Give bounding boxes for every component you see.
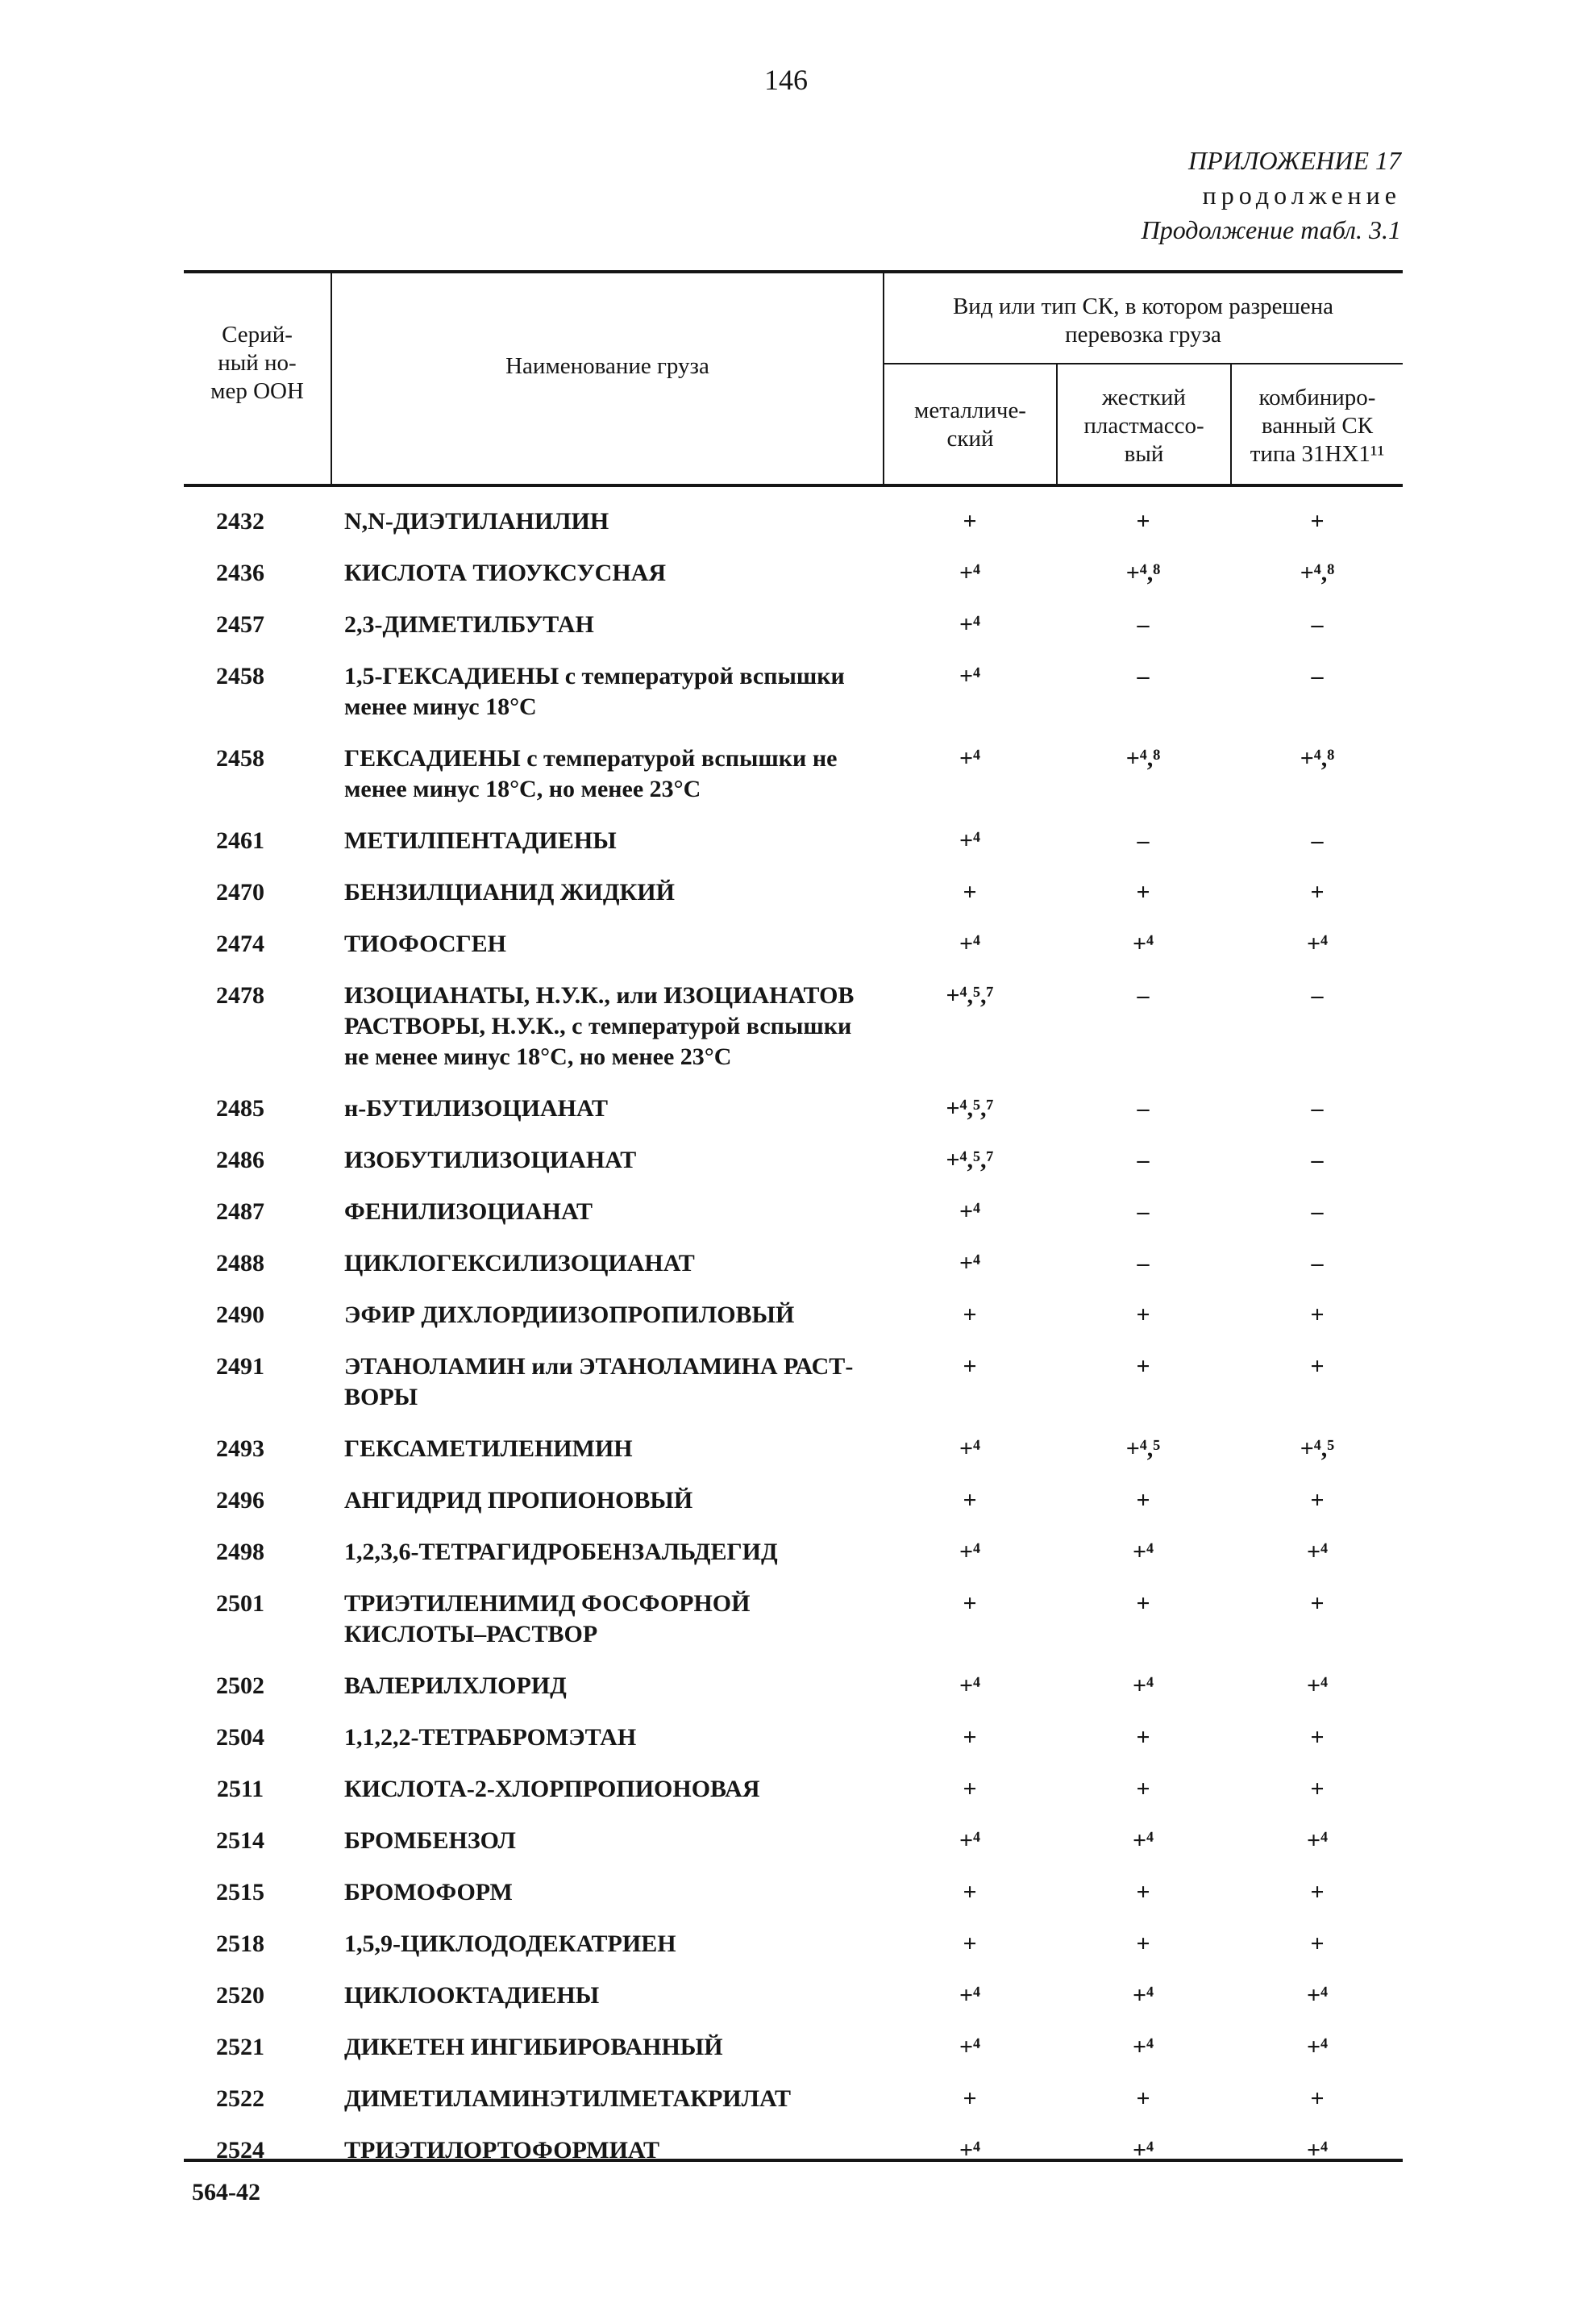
metal-mark: + xyxy=(963,1776,977,1802)
un-number: 2491 xyxy=(216,1353,264,1380)
combined-mark: +⁴ xyxy=(1306,931,1329,957)
metal-mark: +⁴ xyxy=(959,931,981,957)
cargo-name xyxy=(344,1537,884,1568)
combined-mark: – xyxy=(1311,1147,1324,1173)
plastic-mark: +⁴ xyxy=(1132,1827,1154,1854)
combined-mark: + xyxy=(1310,1590,1325,1617)
un-number: 2458 xyxy=(216,663,264,689)
cargo-name-line: ДИМЕТИЛАМИНЭТИЛМЕТАКРИЛАТ xyxy=(344,2085,792,2112)
cargo-name xyxy=(344,743,884,805)
plastic-mark: +⁴ xyxy=(1132,931,1154,957)
header-cargo-name: Наименование груза xyxy=(505,353,709,379)
cargo-name-line: не менее минус 18°С, но менее 23°С xyxy=(344,1043,732,1070)
combined-mark: +⁴ xyxy=(1306,1672,1329,1699)
cargo-name xyxy=(344,1826,884,1856)
header-serial-number: Серий- ный но- мер ООН xyxy=(210,322,304,404)
cargo-name-line: ВОРЫ xyxy=(344,1384,418,1410)
combined-mark: + xyxy=(1310,2085,1325,2112)
plastic-mark: + xyxy=(1136,1930,1150,1957)
combined-mark: + xyxy=(1310,508,1325,535)
cargo-name-line: менее минус 18°С, но менее 23°С xyxy=(344,776,701,802)
page-number: 146 xyxy=(764,64,808,96)
cargo-name-line: ЭТАНОЛАМИН или ЭТАНОЛАМИНА РАСТ- xyxy=(344,1353,854,1380)
cargo-name-line: ЦИКЛООКТАДИЕНЫ xyxy=(344,1982,600,2009)
cargo-name xyxy=(344,2135,884,2166)
metal-mark: + xyxy=(963,1353,977,1380)
plastic-mark: – xyxy=(1137,611,1150,638)
cargo-name xyxy=(344,877,884,908)
cargo-name-line: менее минус 18°С xyxy=(344,693,537,720)
cargo-name-line: ЭФИР ДИХЛОРДИИЗОПРОПИЛОВЫЙ xyxy=(344,1302,795,1328)
metal-mark: +⁴ xyxy=(959,1539,981,1565)
cargo-name xyxy=(344,1197,884,1227)
metal-mark: + xyxy=(963,1302,977,1328)
un-number: 2498 xyxy=(216,1539,264,1565)
cargo-name-line: ТРИЭТИЛЕНИМИД ФОСФОРНОЙ xyxy=(344,1590,751,1617)
combined-mark: +⁴ xyxy=(1306,2034,1329,2060)
metal-mark: + xyxy=(963,1930,977,1957)
un-number: 2493 xyxy=(216,1435,264,1462)
cargo-name xyxy=(344,981,884,1072)
cargo-name-line: 2,3-ДИМЕТИЛБУТАН xyxy=(344,611,594,638)
cargo-name-line: 1,2,3,6-ТЕТРАГИДРОБЕНЗАЛЬДЕГИД xyxy=(344,1539,778,1565)
metal-mark: +⁴ xyxy=(959,1827,981,1854)
combined-mark: + xyxy=(1310,1724,1325,1751)
metal-mark: +⁴ xyxy=(959,663,981,689)
metal-mark: +⁴,⁵,⁷ xyxy=(946,982,994,1009)
un-number: 2432 xyxy=(216,508,264,535)
plastic-mark: +⁴ xyxy=(1132,2034,1154,2060)
cargo-name-line: КИСЛОТЫ–РАСТВОР xyxy=(344,1621,598,1647)
footer-code: 564-42 xyxy=(192,2179,260,2205)
cargo-name xyxy=(344,610,884,640)
cargo-name-line: ИЗОЦИАНАТЫ, Н.У.К., или ИЗОЦИАНАТОВ xyxy=(344,982,855,1009)
metal-mark: +⁴ xyxy=(959,1198,981,1225)
combined-mark: + xyxy=(1310,1776,1325,1802)
cargo-name-line: БРОМБЕНЗОЛ xyxy=(344,1827,516,1854)
combined-mark: + xyxy=(1310,879,1325,906)
cargo-name xyxy=(344,1300,884,1331)
group-header-rule xyxy=(884,363,1403,364)
cargo-name xyxy=(344,2084,884,2114)
cargo-name-line: ФЕНИЛИЗОЦИАНАТ xyxy=(344,1198,593,1225)
combined-mark: – xyxy=(1311,1198,1324,1225)
cargo-name-line: КИСЛОТА-2-ХЛОРПРОПИОНОВАЯ xyxy=(344,1776,760,1802)
metal-mark: + xyxy=(963,1724,977,1751)
metal-mark: +⁴ xyxy=(959,745,981,772)
plastic-mark: +⁴,⁸ xyxy=(1125,560,1161,586)
header-bottom-rule xyxy=(184,484,1403,487)
metal-mark: +⁴ xyxy=(959,2137,981,2164)
un-number: 2501 xyxy=(216,1590,264,1617)
combined-mark: – xyxy=(1311,827,1324,854)
cargo-name xyxy=(344,1352,884,1413)
cargo-name xyxy=(344,1093,884,1124)
un-number: 2461 xyxy=(216,827,264,854)
metal-mark: + xyxy=(963,1879,977,1905)
combined-mark: +⁴,⁸ xyxy=(1300,745,1335,772)
metal-mark: + xyxy=(963,508,977,535)
appendix-title: ПРИЛОЖЕНИЕ 17 xyxy=(1188,146,1401,175)
metal-mark: +⁴ xyxy=(959,1435,981,1462)
combined-mark: +⁴ xyxy=(1306,2137,1329,2164)
cargo-name-line: 1,5-ГЕКСАДИЕНЫ с температурой вспышки xyxy=(344,663,845,689)
plastic-mark: – xyxy=(1137,1250,1150,1277)
plastic-mark: – xyxy=(1137,663,1150,689)
header-rigid-plastic: жесткий пластмассо- вый xyxy=(1083,385,1204,467)
plastic-mark: + xyxy=(1136,1879,1150,1905)
plastic-mark: +⁴ xyxy=(1132,1539,1154,1565)
un-number: 2478 xyxy=(216,982,264,1009)
un-number: 2457 xyxy=(216,611,264,638)
un-number: 2496 xyxy=(216,1487,264,1514)
combined-mark: +⁴ xyxy=(1306,1982,1329,2009)
cargo-name xyxy=(344,826,884,856)
cargo-name-line: ГЕКСАДИЕНЫ с температурой вспышки не xyxy=(344,745,838,772)
cargo-name xyxy=(344,1929,884,1960)
metal-mark: + xyxy=(963,879,977,906)
header-combined: комбиниро- ванный СК типа 31НХ1¹¹ xyxy=(1250,385,1385,467)
plastic-mark: +⁴,⁵ xyxy=(1125,1435,1161,1462)
cargo-name-line: ИЗОБУТИЛИЗОЦИАНАТ xyxy=(344,1147,637,1173)
cargo-name xyxy=(344,1485,884,1516)
metal-mark: + xyxy=(963,1487,977,1514)
plastic-mark: + xyxy=(1136,508,1150,535)
cargo-name xyxy=(344,1671,884,1701)
un-number: 2485 xyxy=(216,1095,264,1122)
un-number: 2511 xyxy=(216,1776,264,1802)
combined-mark: – xyxy=(1311,663,1324,689)
cargo-name xyxy=(344,1722,884,1753)
cargo-name-line: н-БУТИЛИЗОЦИАНАТ xyxy=(344,1095,608,1122)
plastic-mark: +⁴ xyxy=(1132,1672,1154,1699)
cargo-name xyxy=(344,1589,884,1650)
cargo-name-line: БРОМОФОРМ xyxy=(344,1879,513,1905)
cargo-name xyxy=(344,1434,884,1464)
metal-mark: +⁴ xyxy=(959,1982,981,2009)
cargo-name-line: МЕТИЛПЕНТАДИЕНЫ xyxy=(344,827,617,854)
combined-mark: + xyxy=(1310,1930,1325,1957)
combined-mark: + xyxy=(1310,1487,1325,1514)
metal-mark: +⁴ xyxy=(959,560,981,586)
cargo-name-line: КИСЛОТА ТИОУКСУСНАЯ xyxy=(344,560,667,586)
metal-mark: + xyxy=(963,2085,977,2112)
cargo-name xyxy=(344,1774,884,1805)
combined-mark: + xyxy=(1310,1879,1325,1905)
un-number: 2490 xyxy=(216,1302,264,1328)
plastic-mark: + xyxy=(1136,1353,1150,1380)
plastic-mark: + xyxy=(1136,1590,1150,1617)
cargo-name-line: 1,1,2,2-ТЕТРАБРОМЭТАН xyxy=(344,1724,637,1751)
table-top-rule xyxy=(184,270,1403,273)
un-number: 2521 xyxy=(216,2034,264,2060)
metal-mark: +⁴ xyxy=(959,827,981,854)
cargo-name-line: ДИКЕТЕН ИНГИБИРОВАННЫЙ xyxy=(344,2034,723,2060)
plastic-mark: +⁴ xyxy=(1132,1982,1154,2009)
appendix-continuation: продолжение xyxy=(1202,181,1401,210)
cargo-name-line: БЕНЗИЛЦИАНИД ЖИДКИЙ xyxy=(344,879,675,906)
cargo-name-line: ВАЛЕРИЛХЛОРИД xyxy=(344,1672,567,1699)
plastic-mark: + xyxy=(1136,2085,1150,2112)
un-number: 2520 xyxy=(216,1982,264,2009)
combined-mark: – xyxy=(1311,611,1324,638)
cargo-name-line: ТРИЭТИЛОРТОФОРМИАТ xyxy=(344,2137,659,2164)
plastic-mark: – xyxy=(1137,1095,1150,1122)
cargo-name-line: РАСТВОРЫ, Н.У.К., с температурой вспышки xyxy=(344,1013,852,1039)
cargo-name xyxy=(344,558,884,589)
un-number: 2504 xyxy=(216,1724,264,1751)
plastic-mark: +⁴ xyxy=(1132,2137,1154,2164)
un-number: 2474 xyxy=(216,931,264,957)
plastic-mark: – xyxy=(1137,827,1150,854)
combined-mark: – xyxy=(1311,1250,1324,1277)
un-number: 2487 xyxy=(216,1198,264,1225)
un-number: 2470 xyxy=(216,879,264,906)
plastic-mark: + xyxy=(1136,879,1150,906)
plastic-mark: +⁴,⁸ xyxy=(1125,745,1161,772)
un-number: 2488 xyxy=(216,1250,264,1277)
combined-mark: – xyxy=(1311,982,1324,1009)
cargo-name xyxy=(344,2032,884,2063)
cargo-name-line: ЦИКЛОГЕКСИЛИЗОЦИАНАТ xyxy=(344,1250,695,1277)
plastic-mark: + xyxy=(1136,1302,1150,1328)
combined-mark: +⁴ xyxy=(1306,1827,1329,1854)
cargo-name-line: 1,5,9-ЦИКЛОДОДЕКАТРИЕН xyxy=(344,1930,676,1957)
combined-mark: +⁴,⁸ xyxy=(1300,560,1335,586)
combined-mark: + xyxy=(1310,1302,1325,1328)
un-number: 2436 xyxy=(216,560,264,586)
cargo-name-line: АНГИДРИД ПРОПИОНОВЫЙ xyxy=(344,1487,693,1514)
cargo-name xyxy=(344,661,884,723)
cargo-name xyxy=(344,1248,884,1279)
combined-mark: +⁴,⁵ xyxy=(1300,1435,1335,1462)
appendix-caption xyxy=(1142,144,1401,248)
combined-mark: – xyxy=(1311,1095,1324,1122)
cargo-name-line: N,N-ДИЭТИЛАНИЛИН xyxy=(344,508,609,535)
header-container-type-group: Вид или тип СК, в котором разрешена перевозка груза xyxy=(952,294,1334,348)
header-metal: металличе- ский xyxy=(914,398,1026,452)
cargo-name-line: ТИОФОСГЕН xyxy=(344,931,506,957)
plastic-mark: + xyxy=(1136,1487,1150,1514)
metal-mark: +⁴,⁵,⁷ xyxy=(946,1147,994,1173)
un-number: 2515 xyxy=(216,1879,264,1905)
cargo-name xyxy=(344,1145,884,1176)
table-continuation: Продолжение табл. 3.1 xyxy=(1141,215,1401,244)
un-number: 2518 xyxy=(216,1930,264,1957)
un-number: 2458 xyxy=(216,745,264,772)
metal-mark: +⁴,⁵,⁷ xyxy=(946,1095,994,1122)
metal-mark: +⁴ xyxy=(959,611,981,638)
cargo-name xyxy=(344,1980,884,2011)
un-number: 2524 xyxy=(216,2137,264,2164)
cargo-name xyxy=(344,929,884,960)
un-number: 2502 xyxy=(216,1672,264,1699)
combined-mark: + xyxy=(1310,1353,1325,1380)
metal-mark: +⁴ xyxy=(959,2034,981,2060)
un-number: 2514 xyxy=(216,1827,264,1854)
cargo-name xyxy=(344,1877,884,1908)
plastic-mark: + xyxy=(1136,1724,1150,1751)
metal-mark: +⁴ xyxy=(959,1250,981,1277)
cargo-name-line: ГЕКСАМЕТИЛЕНИМИН xyxy=(344,1435,633,1462)
combined-mark: +⁴ xyxy=(1306,1539,1329,1565)
plastic-mark: – xyxy=(1137,1147,1150,1173)
metal-mark: + xyxy=(963,1590,977,1617)
metal-mark: +⁴ xyxy=(959,1672,981,1699)
un-number: 2522 xyxy=(216,2085,264,2112)
plastic-mark: + xyxy=(1136,1776,1150,1802)
cargo-name xyxy=(344,506,884,537)
plastic-mark: – xyxy=(1137,982,1150,1009)
un-number: 2486 xyxy=(216,1147,264,1173)
plastic-mark: – xyxy=(1137,1198,1150,1225)
